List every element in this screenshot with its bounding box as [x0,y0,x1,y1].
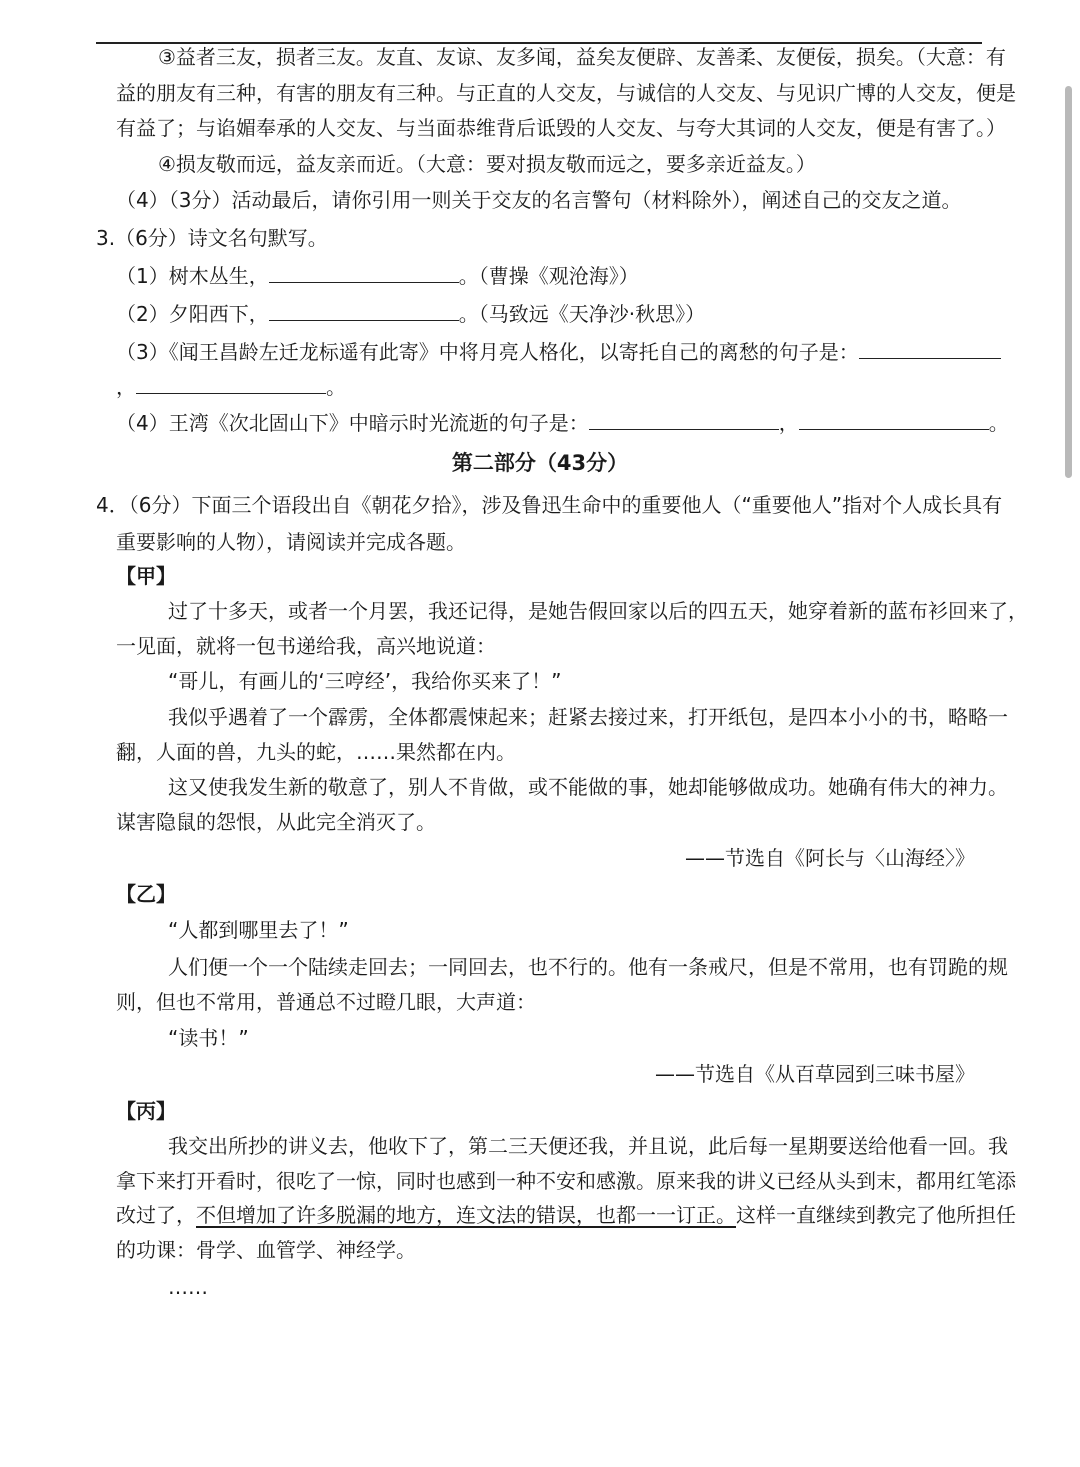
passage-jia-source: ——节选自《阿长与〈山海经〉》 [685,846,975,870]
passage-jia-label: 【甲】 [116,564,176,588]
text-line: ④损友敬而远，益友亲而近。（大意：要对损友敬而远之，要多亲近益友。） [158,152,816,176]
q3-4-prompt: （4）王湾《次北固山下》中暗示时光流逝的句子是： [116,411,589,435]
text-line: ③益者三友，损者三友。友直、友谅、友多闻，益矣友便辟、友善柔、友便佞，损矣。（大意：有 [158,45,1006,69]
text-line: “读书！” [168,1026,249,1050]
question-3-2 [116,299,705,329]
answer-blank[interactable] [269,300,459,321]
q3-3-prompt: （3）《闻王昌龄左迁龙标遥有此寄》中将月亮人格化，以寄托自己的离愁的句子是： [116,340,859,364]
question-3-3 [116,337,1001,367]
passage-yi-label: 【乙】 [116,882,176,906]
text-line: 我交出所抄的讲义去，他收下了，第二三天便还我，并且说，此后每一星期要送给他看一回。我 [168,1134,1008,1158]
text-line: 过了十多天，或者一个月罢，我还记得，是她告假回家以后的四五天，她穿着新的蓝布衫回来了， [168,599,1028,623]
passage-yi-source: ——节选自《从百草园到三味书屋》 [655,1062,975,1086]
q3-2-prompt: （2）夕阳西下， [116,302,269,326]
question-2-4: （4）（3分）活动最后，请你引用一则关于交友的名言警句（材料除外），阐述自己的交友之道。 [116,188,962,212]
text-line: 人们便一个一个陆续走回去；一同回去，也不行的。他有一条戒尺，但是不常用，也有罚跪的规 [168,955,1008,979]
q3-3-period: 。 [326,375,346,399]
question-3-3-cont [116,372,346,402]
text-segment: 改过了， [116,1203,196,1227]
text-line: 翻，人面的兽，九头的蛇，……果然都在内。 [116,740,516,764]
text-line: “哥儿，有画儿的‘三哼经’，我给你买来了！” [168,669,562,693]
text-line: 我似乎遇着了一个霹雳，全体都震悚起来；赶紧去接过来，打开纸包，是四本小小的书，略略一 [168,705,1008,729]
q3-4-period: 。 [988,411,1009,435]
text-line: 这又使我发生新的敬意了，别人不肯做，或不能做的事，她却能够做成功。她确有伟大的神力。 [168,775,1008,799]
part-two-heading: 第二部分（43分） [451,451,629,475]
text-line: 谋害隐鼠的怨恨，从此完全消灭了。 [116,810,436,834]
text-line: 有益了；与谄媚奉承的人交友、与当面恭维背后诋毁的人交友、与夸大其词的人交友，便是有害了。） [116,116,1006,140]
answer-blank[interactable] [269,262,459,283]
text-line [116,1200,1016,1230]
text-segment: 这样一直继续到教完了他所担任 [736,1203,1016,1227]
passage-bing-label: 【丙】 [116,1099,176,1123]
text-line: 益的朋友有三种，有害的朋友有三种。与正直的人交友，与诚信的人交友、与见识广博的人交友，便是 [116,81,1016,105]
question-4-title: 4．（6分）下面三个语段出自《朝花夕拾》，涉及鲁迅生命中的重要他人（“重要他人”指对个人成长具有 [96,493,1003,517]
ellipsis: …… [168,1275,208,1299]
q3-1-prompt: （1）树木丛生， [116,264,269,288]
question-3-4 [116,408,1009,438]
scrollbar-thumb[interactable] [1065,86,1072,478]
text-line: 拿下来打开看时，很吃了一惊，同时也感到一种不安和感激。原来我的讲义已经从头到末，都用红笔添 [116,1169,1016,1193]
text-line: 一见面，就将一包书递给我，高兴地说道： [116,634,496,658]
q3-1-source: 。（曹操《观沧海》） [458,264,639,288]
answer-blank[interactable] [799,409,989,430]
q3-4-comma: ， [778,411,799,435]
q3-3-comma: ， [116,375,136,399]
text-line: “人都到哪里去了！” [168,918,349,942]
question-3-title: 3.（6分）诗文名句默写。 [96,226,328,250]
text-line: 则，但也不常用，普通总不过瞪几眼，大声道： [116,990,536,1014]
text-line: 重要影响的人物），请阅读并完成各题。 [116,530,466,554]
answer-blank[interactable] [136,373,326,394]
answer-blank[interactable] [589,409,779,430]
question-3-1 [116,261,639,291]
q3-2-source: 。（马致远《天净沙·秋思》） [458,302,706,326]
text-line: 的功课：骨学、血管学、神经学。 [116,1238,416,1262]
underlined-sentence: 不但增加了许多脱漏的地方，连文法的错误，也都一一订正。 [196,1203,736,1227]
answer-blank[interactable] [859,338,1001,359]
